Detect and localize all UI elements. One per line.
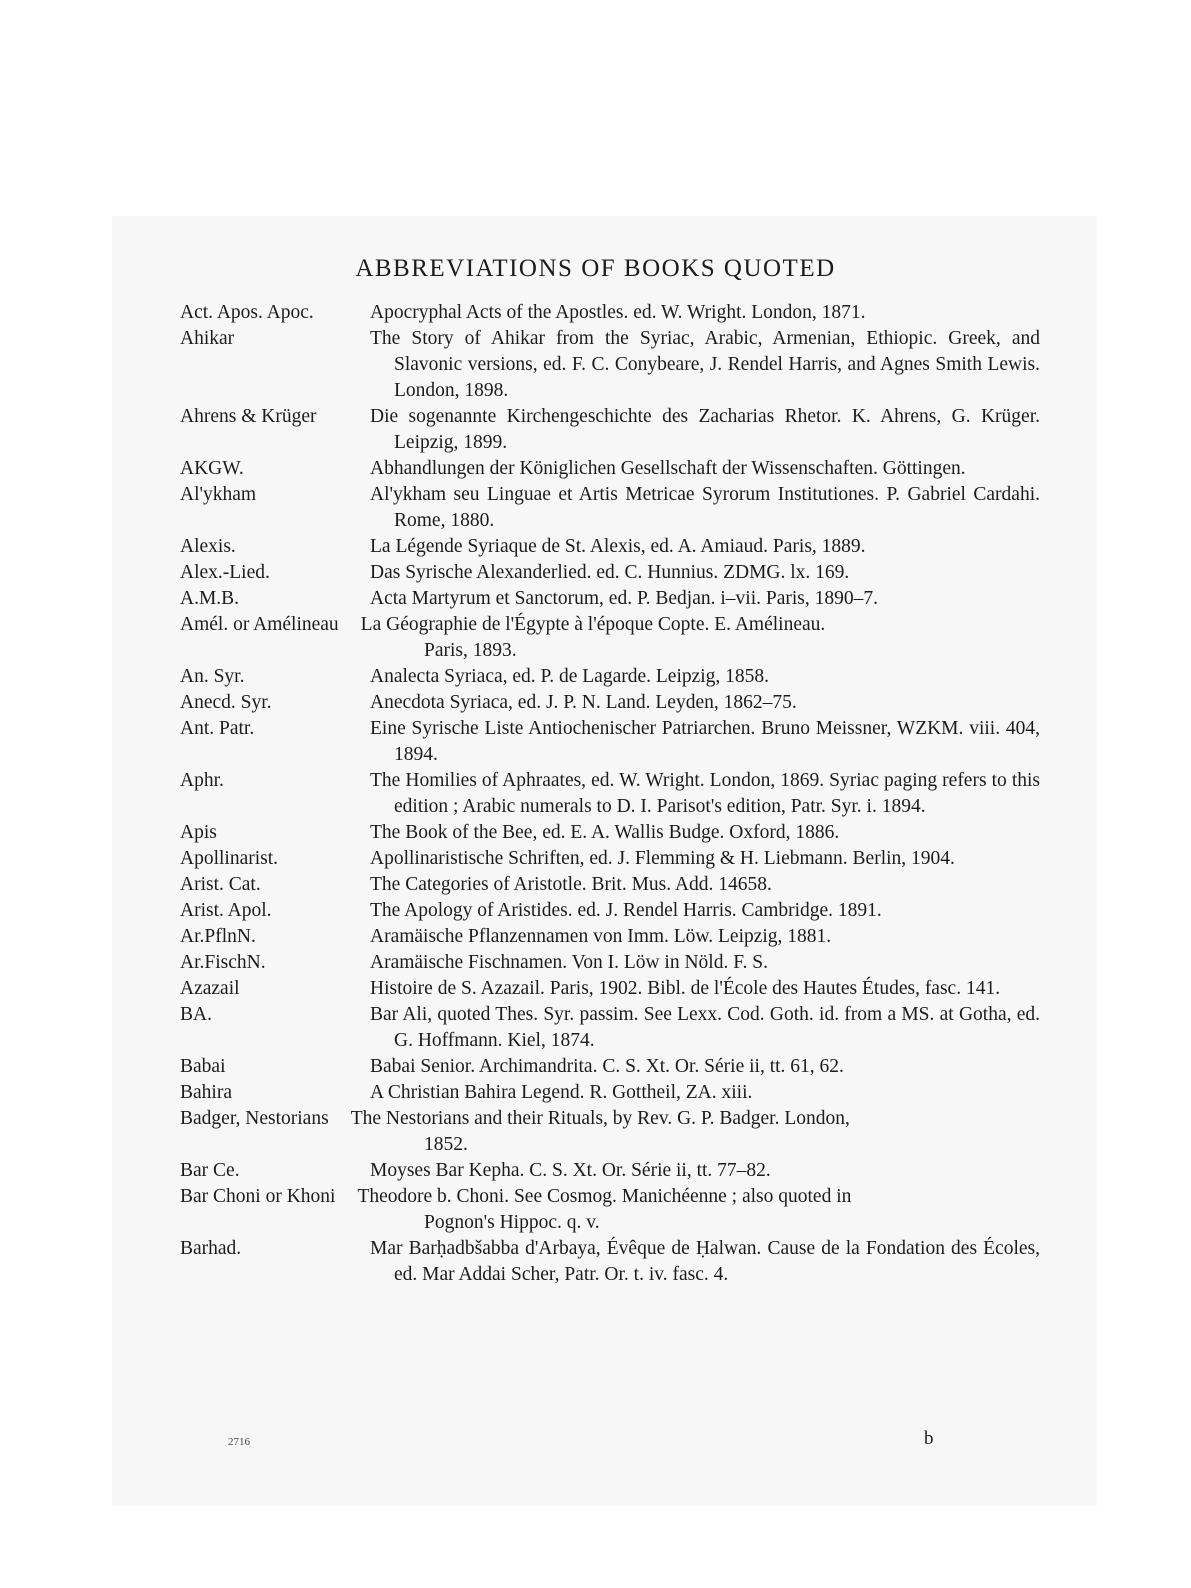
entry-abbreviation: Arist. Cat. [180,874,261,895]
abbreviation-entry [180,1184,1040,1236]
entry-abbreviation: Aphr. [180,770,224,791]
entry-description: Aramäische Fischnamen. Von I. Löw in Nöld. F. S. [370,952,768,973]
abbreviation-entry [180,534,1040,560]
entry-description: A Christian Bahira Legend. R. Gottheil, ZA. xiii. [370,1082,753,1103]
entry-abbreviation: Ar.PflnN. [180,926,256,947]
entry-description-continued: 1852. [424,1134,468,1155]
entry-abbreviation: Apis [180,822,217,843]
abbreviation-entry [180,586,1040,612]
abbreviation-entry [180,1106,1040,1158]
abbreviation-entry [180,976,1040,1002]
entry-abbreviation: Azazail [180,978,240,999]
entry-abbreviation: A.M.B. [180,588,240,609]
entry-abbreviation: AKGW. [180,458,244,479]
abbreviation-entry [180,1054,1040,1080]
entry-description: The Apology of Aristides. ed. J. Rendel Harris. Cambridge. 1891. [370,900,882,921]
entry-description: Abhandlungen der Königlichen Gesellschaft der Wissenschaften. Göttingen. [370,458,966,479]
entry-description: La Géographie de l'Égypte à l'époque Copte. E. Amélineau. [360,614,826,635]
entry-description: Al'ykham seu Linguae et Artis Metricae Syrorum Institutiones. P. Gabriel Cardahi. Rome, 1880. [370,484,1040,531]
entry-description: Moyses Bar Kepha. C. S. Xt. Or. Série ii, tt. 77–82. [370,1160,771,1181]
entry-description: The Story of Ahikar from the Syriac, Arabic, Armenian, Ethiopic. Greek, and Slavonic versions, ed. F. C. Conybeare, J. Rendel Harris, and Agnes Smith Lewis. London, 1898. [370,328,1040,401]
abbreviation-entry [180,846,1040,872]
page-title: ABBREVIATIONS OF BOOKS QUOTED [355,254,836,282]
entry-description: Aramäische Pflanzennamen von Imm. Löw. Leipzig, 1881. [370,926,832,947]
entry-description-continued: Paris, 1893. [424,640,517,661]
abbreviation-entry [180,456,1040,482]
entry-description: Das Syrische Alexanderlied. ed. C. Hunnius. ZDMG. lx. 169. [370,562,850,583]
abbreviation-entry [180,1158,1040,1184]
abbreviation-entry [180,690,1040,716]
abbreviation-entry [180,872,1040,898]
entry-description: The Book of the Bee, ed. E. A. Wallis Budge. Oxford, 1886. [370,822,840,843]
entry-abbreviation: Arist. Apol. [180,900,272,921]
abbreviation-entry [180,1002,1040,1054]
entry-description: Mar Barḥadbšabba d'Arbaya, Évêque de Ḥalwan. Cause de la Fondation des Écoles, ed. Mar Addai Scher, Patr. Or. t. iv. fasc. 4. [370,1238,1040,1285]
entry-abbreviation: Act. Apos. Apoc. [180,302,314,323]
abbreviation-entry [180,768,1040,820]
entry-description: Babai Senior. Archimandrita. C. S. Xt. Or. Série ii, tt. 61, 62. [370,1056,844,1077]
abbreviation-entry [180,326,1040,404]
entry-abbreviation: Bahira [180,1082,232,1103]
entry-description-continued: Pognon's Hippoc. q. v. [424,1212,600,1233]
abbreviation-entry [180,716,1040,768]
entry-description: Apollinaristische Schriften, ed. J. Flemming & H. Liebmann. Berlin, 1904. [370,848,955,869]
entry-abbreviation: Ahikar [180,328,235,349]
entry-description: Die sogenannte Kirchengeschichte des Zacharias Rhetor. K. Ahrens, G. Krüger. Leipzig, 1899. [370,406,1040,453]
entry-abbreviation: Ant. Patr. [180,718,255,739]
entry-description: The Homilies of Aphraates, ed. W. Wright. London, 1869. Syriac paging refers to this edition ; Arabic numerals to D. I. Parisot's edition, Patr. Syr. i. 1894. [370,770,1040,817]
abbreviation-entry [180,664,1040,690]
entry-abbreviation: Alexis. [180,536,236,557]
entry-abbreviation: Ahrens & Krüger [180,406,317,427]
entry-description: The Nestorians and their Rituals, by Rev. G. P. Badger. London, [350,1108,850,1129]
entry-abbreviation: Ar.FischN. [180,952,266,973]
entry-abbreviation: Barhad. [180,1238,242,1259]
entry-description: Theodore b. Choni. See Cosmog. Manichéenne ; also quoted in [357,1186,852,1207]
sheet-mark: b [924,1428,934,1449]
entry-abbreviation: Al'ykham [180,484,257,505]
entry-description: The Categories of Aristotle. Brit. Mus. Add. 14658. [370,874,772,895]
entry-description: La Légende Syriaque de St. Alexis, ed. A. Amiaud. Paris, 1889. [370,536,866,557]
entry-abbreviation: Amél. or Amélineau [180,614,339,635]
abbreviation-entry [180,898,1040,924]
abbreviation-entry [180,924,1040,950]
entry-description: Histoire de S. Azazail. Paris, 1902. Bibl. de l'École des Hautes Études, fasc. 141. [370,978,1001,999]
entry-abbreviation: Apollinarist. [180,848,279,869]
entry-description: Apocryphal Acts of the Apostles. ed. W. Wright. London, 1871. [370,302,866,323]
entry-description: Analecta Syriaca, ed. P. de Lagarde. Leipzig, 1858. [370,666,770,687]
abbreviation-entry [180,404,1040,456]
entry-abbreviation: An. Syr. [180,666,245,687]
abbreviation-entry [180,1236,1040,1288]
entry-abbreviation: Bar Choni or Khoni [180,1186,336,1207]
entry-abbreviation: BA. [180,1004,212,1025]
entry-abbreviation: Alex.-Lied. [180,562,270,583]
entry-abbreviation: Bar Ce. [180,1160,240,1181]
entry-abbreviation: Anecd. Syr. [180,692,272,713]
abbreviation-entry [180,560,1040,586]
abbreviation-list [180,300,1040,1288]
entry-description: Eine Syrische Liste Antiochenischer Patriarchen. Bruno Meissner, WZKM. viii. 404, 1894. [370,718,1040,765]
abbreviation-entry [180,482,1040,534]
abbreviation-entry [180,612,1040,664]
printer-signature: 2716 [228,1436,250,1448]
entry-abbreviation: Babai [180,1056,226,1077]
abbreviation-entry [180,820,1040,846]
entry-description: Anecdota Syriaca, ed. J. P. N. Land. Leyden, 1862–75. [370,692,797,713]
entry-description: Bar Ali, quoted Thes. Syr. passim. See Lexx. Cod. Goth. id. from a MS. at Gotha, ed. G. Hoffmann. Kiel, 1874. [370,1004,1040,1051]
entry-description: Acta Martyrum et Sanctorum, ed. P. Bedjan. i–vii. Paris, 1890–7. [370,588,879,609]
abbreviation-entry [180,950,1040,976]
entry-abbreviation: Badger, Nestorians [180,1108,329,1129]
abbreviation-entry [180,300,1040,326]
abbreviation-entry [180,1080,1040,1106]
